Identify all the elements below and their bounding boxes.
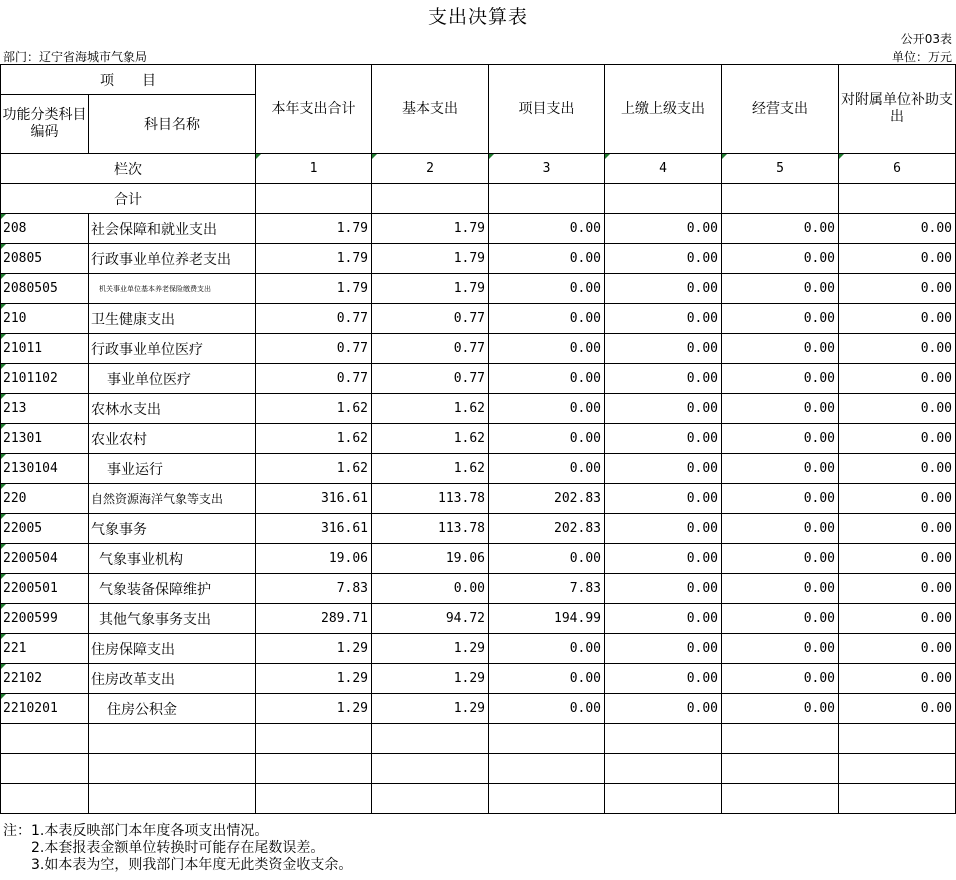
table-row (1, 634, 956, 664)
row-value: 0.00 (722, 574, 839, 604)
row-value: 0.00 (605, 454, 722, 484)
row-value: 0.00 (839, 484, 956, 514)
row-value: 0.00 (605, 274, 722, 304)
row-value: 0.00 (839, 394, 956, 424)
page-title: 支出决算表 (427, 6, 528, 28)
row-value: 1.79 (256, 214, 372, 244)
row-value: 0.00 (605, 394, 722, 424)
table-row (1, 574, 956, 604)
row-value: 0.00 (489, 634, 605, 664)
table-number: 公开03表 (900, 32, 952, 46)
row-subject-name: 其他气象事务支出 (89, 604, 256, 634)
row-value: 0.00 (839, 364, 956, 394)
header-subject-name: 科目名称 (89, 95, 256, 154)
row-code: 21301 (1, 424, 89, 454)
row-value: 0.00 (489, 664, 605, 694)
row-value: 19.06 (256, 544, 372, 574)
table-row (1, 694, 956, 724)
row-value: 202.83 (489, 484, 605, 514)
table-row (1, 364, 956, 394)
table-row (1, 244, 956, 274)
row-subject-name: 气象装备保障维护 (89, 574, 256, 604)
row-value: 0.00 (839, 244, 956, 274)
row-subject-name: 气象事务 (89, 514, 256, 544)
row-value: 0.00 (489, 304, 605, 334)
row-subject-name: 行政事业单位养老支出 (89, 244, 256, 274)
row-value: 1.62 (372, 394, 489, 424)
seq-label: 栏次 (1, 154, 256, 184)
table-row (1, 544, 956, 574)
row-code: 20805 (1, 244, 89, 274)
blank-row (1, 724, 956, 754)
row-value: 0.77 (372, 364, 489, 394)
seq-number: 1 (256, 154, 372, 184)
row-value: 0.00 (605, 514, 722, 544)
row-value: 0.77 (372, 334, 489, 364)
row-value: 0.00 (839, 424, 956, 454)
row-value: 19.06 (372, 544, 489, 574)
table-row (1, 334, 956, 364)
row-value: 0.00 (605, 664, 722, 694)
table-row (1, 484, 956, 514)
row-value: 0.00 (605, 334, 722, 364)
row-subject-name: 农林水支出 (89, 394, 256, 424)
row-code: 22102 (1, 664, 89, 694)
row-value: 0.00 (605, 574, 722, 604)
row-value: 0.00 (605, 544, 722, 574)
row-value: 0.00 (722, 424, 839, 454)
table-row (1, 394, 956, 424)
row-value: 0.00 (605, 214, 722, 244)
row-value: 0.00 (722, 274, 839, 304)
row-value: 0.00 (722, 454, 839, 484)
row-value: 0.77 (256, 304, 372, 334)
row-value: 7.83 (256, 574, 372, 604)
row-subject-name: 自然资源海洋气象等支出 (89, 484, 256, 514)
header-basic-expenditure: 基本支出 (372, 65, 489, 154)
row-value: 1.29 (372, 634, 489, 664)
row-value: 0.77 (256, 364, 372, 394)
row-value: 0.00 (722, 244, 839, 274)
row-value: 0.00 (489, 694, 605, 724)
row-value: 289.71 (256, 604, 372, 634)
row-code: 208 (1, 214, 89, 244)
row-value: 1.29 (256, 664, 372, 694)
row-code: 2080505 (1, 274, 89, 304)
row-value: 0.00 (605, 244, 722, 274)
row-value: 1.29 (372, 694, 489, 724)
row-value: 0.00 (722, 544, 839, 574)
row-value: 1.62 (256, 424, 372, 454)
row-value: 0.00 (722, 514, 839, 544)
row-value: 0.00 (489, 214, 605, 244)
row-value: 1.79 (372, 214, 489, 244)
row-subject-name: 事业运行 (89, 454, 256, 484)
table-row (1, 664, 956, 694)
row-code: 2200501 (1, 574, 89, 604)
note-2: 2.本套报表金额单位转换时可能存在尾数误差。 (31, 840, 325, 856)
header-total-expenditure: 本年支出合计 (256, 65, 372, 154)
row-code: 2200599 (1, 604, 89, 634)
header-code: 功能分类科目编码 (1, 95, 89, 154)
table-row (1, 424, 956, 454)
row-value: 94.72 (372, 604, 489, 634)
row-value: 0.00 (839, 694, 956, 724)
total-row (1, 184, 956, 214)
row-value: 0.00 (605, 364, 722, 394)
row-subject-name: 社会保障和就业支出 (89, 214, 256, 244)
row-value: 1.29 (256, 634, 372, 664)
row-code: 2210201 (1, 694, 89, 724)
row-code: 213 (1, 394, 89, 424)
row-value: 0.00 (839, 514, 956, 544)
row-value: 0.00 (722, 604, 839, 634)
table-row (1, 304, 956, 334)
blank-row (1, 784, 956, 814)
row-value: 113.78 (372, 514, 489, 544)
row-value: 0.00 (489, 244, 605, 274)
note-1: 注：1.本表反映部门本年度各项支出情况。 (3, 823, 269, 839)
row-subject-name: 住房公积金 (89, 694, 256, 724)
row-code: 21011 (1, 334, 89, 364)
row-value: 0.00 (489, 274, 605, 304)
seq-number: 2 (372, 154, 489, 184)
row-value: 0.77 (256, 334, 372, 364)
header-item: 项 目 (1, 65, 256, 95)
blank-row (1, 754, 956, 784)
row-value: 1.79 (372, 244, 489, 274)
row-value: 1.62 (256, 454, 372, 484)
row-value: 0.00 (839, 664, 956, 694)
row-subject-name: 事业单位医疗 (89, 364, 256, 394)
row-code: 2130104 (1, 454, 89, 484)
row-value: 0.00 (372, 574, 489, 604)
row-value: 1.62 (372, 454, 489, 484)
header-operating-expenditure: 经营支出 (722, 65, 839, 154)
row-value: 1.79 (372, 274, 489, 304)
table-row (1, 214, 956, 244)
row-value: 7.83 (489, 574, 605, 604)
row-code: 220 (1, 484, 89, 514)
row-value: 0.00 (839, 334, 956, 364)
row-code: 221 (1, 634, 89, 664)
row-value: 1.62 (256, 394, 372, 424)
row-value: 0.77 (372, 304, 489, 334)
department-label: 部门：辽宁省海城市气象局 (3, 50, 148, 64)
row-value: 0.00 (722, 334, 839, 364)
seq-number: 3 (489, 154, 605, 184)
row-value: 1.29 (256, 694, 372, 724)
row-value: 0.00 (839, 454, 956, 484)
row-value: 0.00 (605, 424, 722, 454)
row-value: 0.00 (722, 364, 839, 394)
table-row (1, 604, 956, 634)
header-remit-superior: 上缴上级支出 (605, 65, 722, 154)
seq-number: 4 (605, 154, 722, 184)
row-subject-name: 机关事业单位基本养老保险缴费支出 (89, 274, 256, 304)
header-subsidy-affiliates: 对附属单位补助支出 (839, 65, 956, 154)
row-value: 0.00 (722, 484, 839, 514)
row-value: 1.29 (372, 664, 489, 694)
row-value: 0.00 (722, 214, 839, 244)
seq-number: 6 (839, 154, 956, 184)
row-subject-name: 农业农村 (89, 424, 256, 454)
total-label: 合计 (1, 184, 256, 214)
row-value: 202.83 (489, 514, 605, 544)
row-value: 0.00 (489, 424, 605, 454)
row-value: 0.00 (489, 334, 605, 364)
row-value: 0.00 (605, 694, 722, 724)
row-subject-name: 住房保障支出 (89, 634, 256, 664)
row-value: 1.79 (256, 244, 372, 274)
row-value: 0.00 (489, 394, 605, 424)
row-value: 316.61 (256, 484, 372, 514)
row-value: 1.79 (256, 274, 372, 304)
row-value: 0.00 (722, 634, 839, 664)
row-value: 0.00 (839, 604, 956, 634)
row-value: 0.00 (489, 454, 605, 484)
row-value: 1.62 (372, 424, 489, 454)
row-value: 0.00 (605, 634, 722, 664)
row-subject-name: 住房改革支出 (89, 664, 256, 694)
note-3: 3.如本表为空，则我部门本年度无此类资金收支余。 (31, 857, 353, 873)
row-value: 0.00 (839, 304, 956, 334)
row-value: 194.99 (489, 604, 605, 634)
seq-number: 5 (722, 154, 839, 184)
row-value: 0.00 (605, 304, 722, 334)
row-value: 0.00 (489, 364, 605, 394)
row-value: 0.00 (605, 484, 722, 514)
table-row (1, 454, 956, 484)
row-value: 113.78 (372, 484, 489, 514)
row-value: 0.00 (839, 274, 956, 304)
row-value: 0.00 (839, 214, 956, 244)
row-value: 316.61 (256, 514, 372, 544)
row-code: 2200504 (1, 544, 89, 574)
row-value: 0.00 (722, 694, 839, 724)
row-value: 0.00 (722, 394, 839, 424)
row-value: 0.00 (839, 634, 956, 664)
table-row (1, 514, 956, 544)
row-value: 0.00 (722, 304, 839, 334)
row-value: 0.00 (839, 544, 956, 574)
table-row (1, 274, 956, 304)
row-subject-name: 行政事业单位医疗 (89, 334, 256, 364)
row-value: 0.00 (839, 574, 956, 604)
header-project-expenditure: 项目支出 (489, 65, 605, 154)
row-subject-name: 气象事业机构 (89, 544, 256, 574)
row-code: 2101102 (1, 364, 89, 394)
unit-label: 单位：万元 (891, 50, 952, 64)
row-value: 0.00 (605, 604, 722, 634)
row-value: 0.00 (489, 544, 605, 574)
row-code: 210 (1, 304, 89, 334)
row-code: 22005 (1, 514, 89, 544)
notes (3, 823, 352, 874)
row-value: 0.00 (722, 664, 839, 694)
expenditure-table (0, 64, 956, 814)
row-subject-name: 卫生健康支出 (89, 304, 256, 334)
